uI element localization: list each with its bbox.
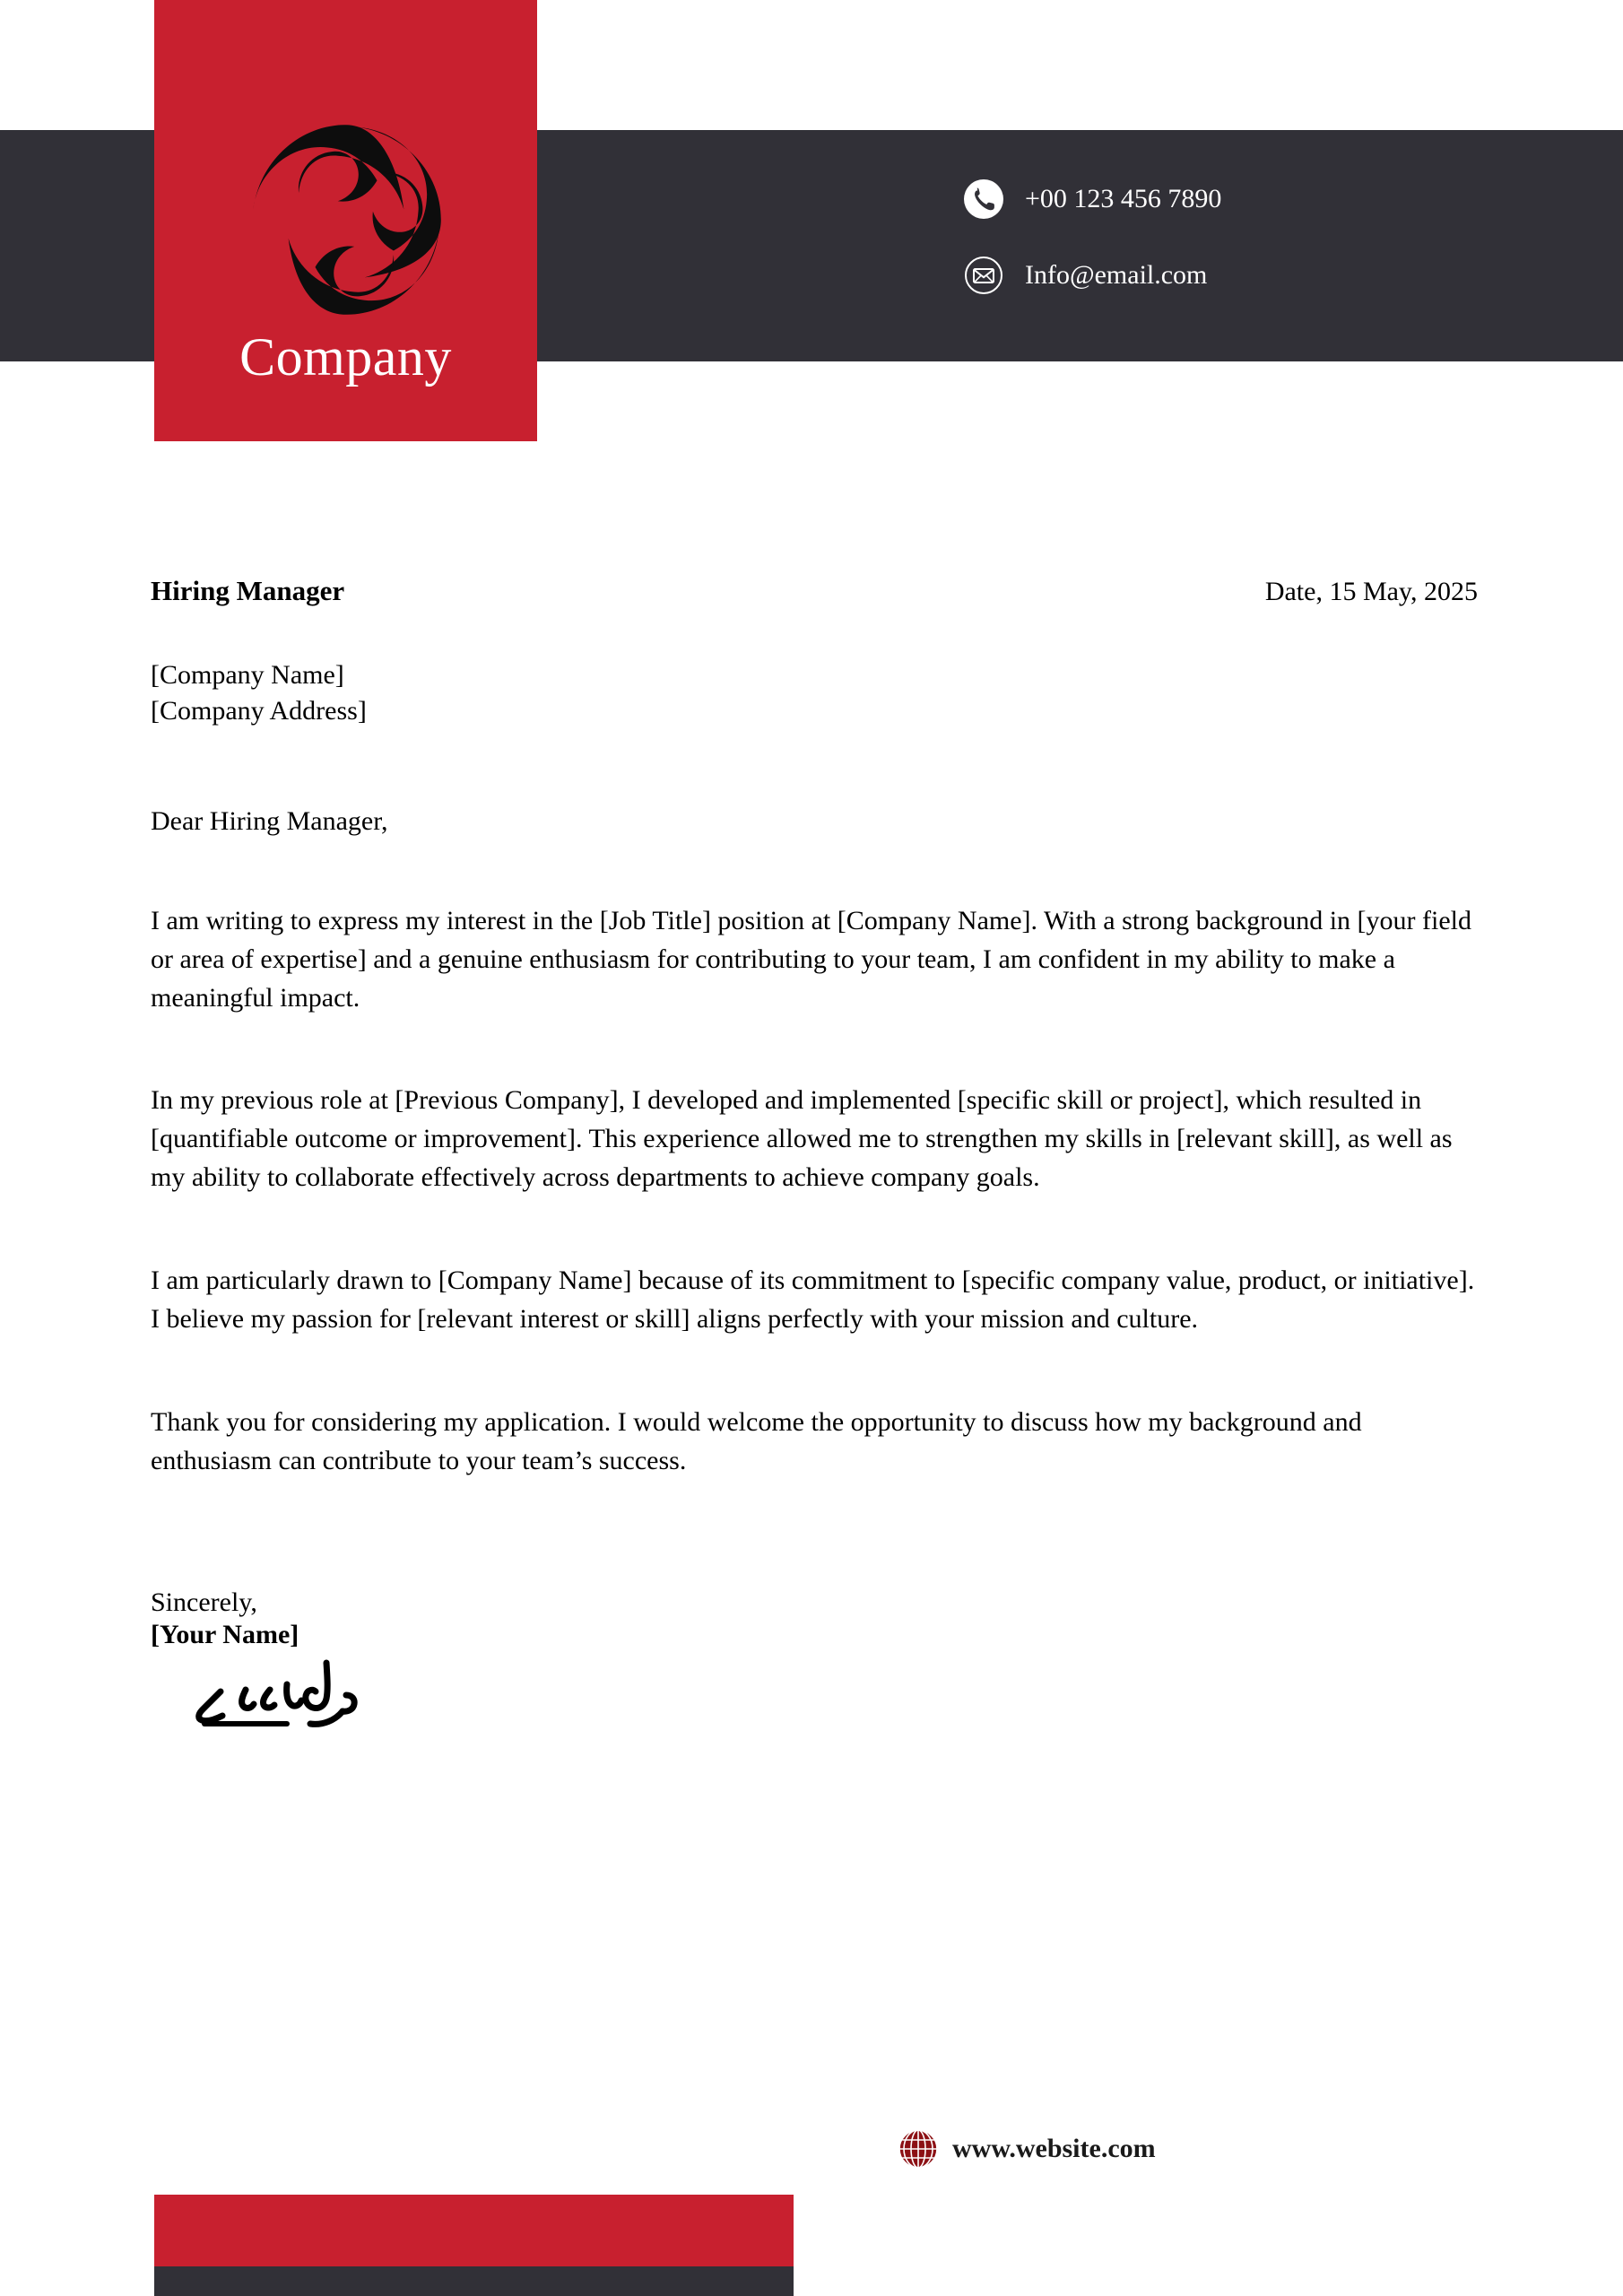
phone-icon	[964, 179, 1003, 219]
footer-bar-dark	[154, 2266, 794, 2296]
letter-date: Date, 15 May, 2025	[1264, 577, 1478, 606]
globe-icon	[897, 2127, 940, 2170]
body-paragraph-4: Thank you for considering my application. I would welcome the opportunity to discuss how my background and enthusiasm can contribute to your team’s success.	[151, 1406, 1362, 1475]
salutation: Dear Hiring Manager,	[151, 805, 388, 836]
body-paragraph-3: I am particularly drawn to [Company Name] because of its commitment to [specific company value, product, or initiative]. I believe my passion for [relevant interest or skill] aligns perfectly with your mission and culture.	[151, 1265, 1475, 1335]
swirl-logo-icon	[243, 117, 449, 323]
logo-wordmark: Company	[239, 327, 452, 387]
recipient-company-address: [Company Address]	[151, 695, 367, 726]
contact-row-phone	[964, 176, 1538, 222]
website-text[interactable]: www.website.com	[952, 2134, 1156, 2163]
handwritten-signature-icon	[151, 1654, 420, 1735]
signoff-block	[151, 1587, 1478, 1735]
body-paragraph-1: I am writing to express my interest in the [Job Title] position at [Company Name]. With a strong background in [your field or area of expertise] and a genuine enthusiasm for contributing to your team, I am confident in my ability to make a meaningful impact.	[151, 905, 1472, 1013]
logo-block	[154, 0, 537, 441]
contact-email-text: Info@email.com	[1025, 260, 1208, 290]
body-paragraph-2: In my previous role at [Previous Company], I developed and implemented [specific skill or project], which resulted in [quantifiable outcome or improvement]. This experience allowed me to strengthen my skills in [relevant skill], as well as my ability to collaborate effectively across departments to achieve company goals.	[151, 1085, 1453, 1193]
recipient-name: Hiring Manager	[151, 575, 345, 606]
footer-bar-red	[154, 2195, 794, 2266]
recipient-row	[151, 574, 1478, 608]
contact-phone-text: +00 123 456 7890	[1025, 184, 1222, 213]
contact-row-email	[964, 252, 1538, 299]
website-row[interactable]	[897, 2127, 1156, 2170]
signer-name: [Your Name]	[151, 1620, 299, 1650]
letter-body	[151, 574, 1478, 1735]
contact-list	[964, 176, 1538, 328]
envelope-icon	[964, 256, 1003, 295]
recipient-address-block	[151, 657, 1478, 729]
closing-line: Sincerely,	[151, 1587, 257, 1617]
recipient-company-name: [Company Name]	[151, 660, 344, 690]
